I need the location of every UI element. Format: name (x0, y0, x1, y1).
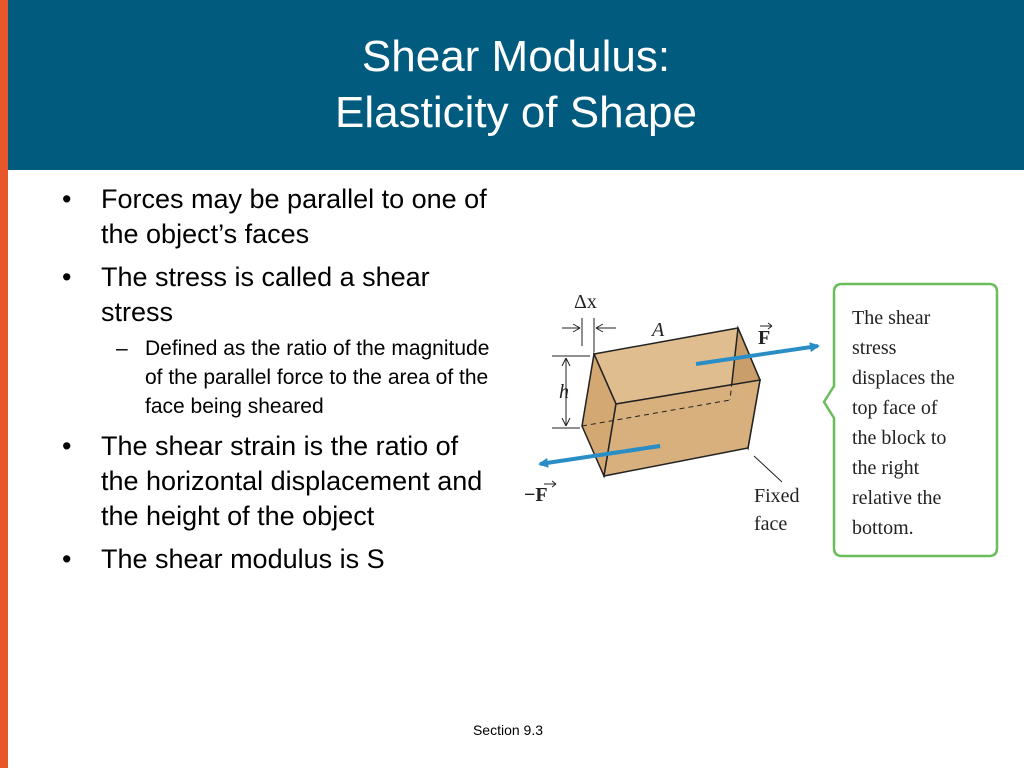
bullet-text: The shear modulus is S (101, 544, 385, 574)
fixed-face-label-line-2: face (754, 513, 788, 535)
sub-bullet-item (101, 334, 490, 421)
callout-text-line: relative the (852, 487, 942, 509)
bullet-text: The shear strain is the ratio of the horizontal displacement and the height of the object (101, 431, 483, 531)
bullet-text: The stress is called a shear stress (101, 262, 430, 327)
area-label: A (652, 319, 665, 341)
footer-section-label: Section 9.3 (472, 722, 544, 738)
sub-bullet-glyph: – (116, 337, 128, 360)
force-label: F (758, 327, 771, 349)
bullet-item (60, 260, 490, 421)
title-bar (8, 0, 1024, 170)
shear-diagram (510, 276, 1005, 566)
bullet-list (60, 182, 490, 585)
callout-text-line: The shear (852, 307, 931, 329)
dimension-arrow (596, 324, 616, 332)
slide-title-line-1: Shear Modulus: (361, 32, 671, 81)
sub-bullet-list (101, 334, 490, 421)
bullet-glyph: • (62, 544, 72, 574)
callout-text-line: bottom. (852, 517, 914, 539)
callout-text-line: top face of (852, 397, 938, 419)
callout-text-line: the right (852, 457, 920, 479)
bullet-glyph: • (62, 262, 72, 292)
bullet-item (60, 182, 490, 252)
left-accent-bar (0, 0, 8, 768)
bullet-item (60, 429, 490, 534)
height-label: h (559, 381, 569, 403)
sub-bullet-text: Defined as the ratio of the magnitude of the parallel force to the area of the face being sheared (145, 337, 490, 418)
callout-text-line: stress (852, 337, 897, 359)
bullet-glyph: • (62, 184, 72, 214)
delta-x-label: Δx (574, 291, 597, 313)
neg-force-label: −F (524, 484, 548, 506)
bullet-glyph: • (62, 431, 72, 461)
slide-title-line-2: Elasticity of Shape (335, 88, 697, 137)
dimension-arrow (562, 324, 580, 332)
fixed-face-pointer (754, 456, 782, 482)
callout-text-line: the block to (852, 427, 947, 449)
fixed-face-label-line-1: Fixed (754, 485, 800, 507)
callout-text-line: displaces the (852, 367, 955, 389)
bullet-item (60, 542, 490, 577)
bullet-text: Forces may be parallel to one of the object’s faces (101, 184, 487, 249)
